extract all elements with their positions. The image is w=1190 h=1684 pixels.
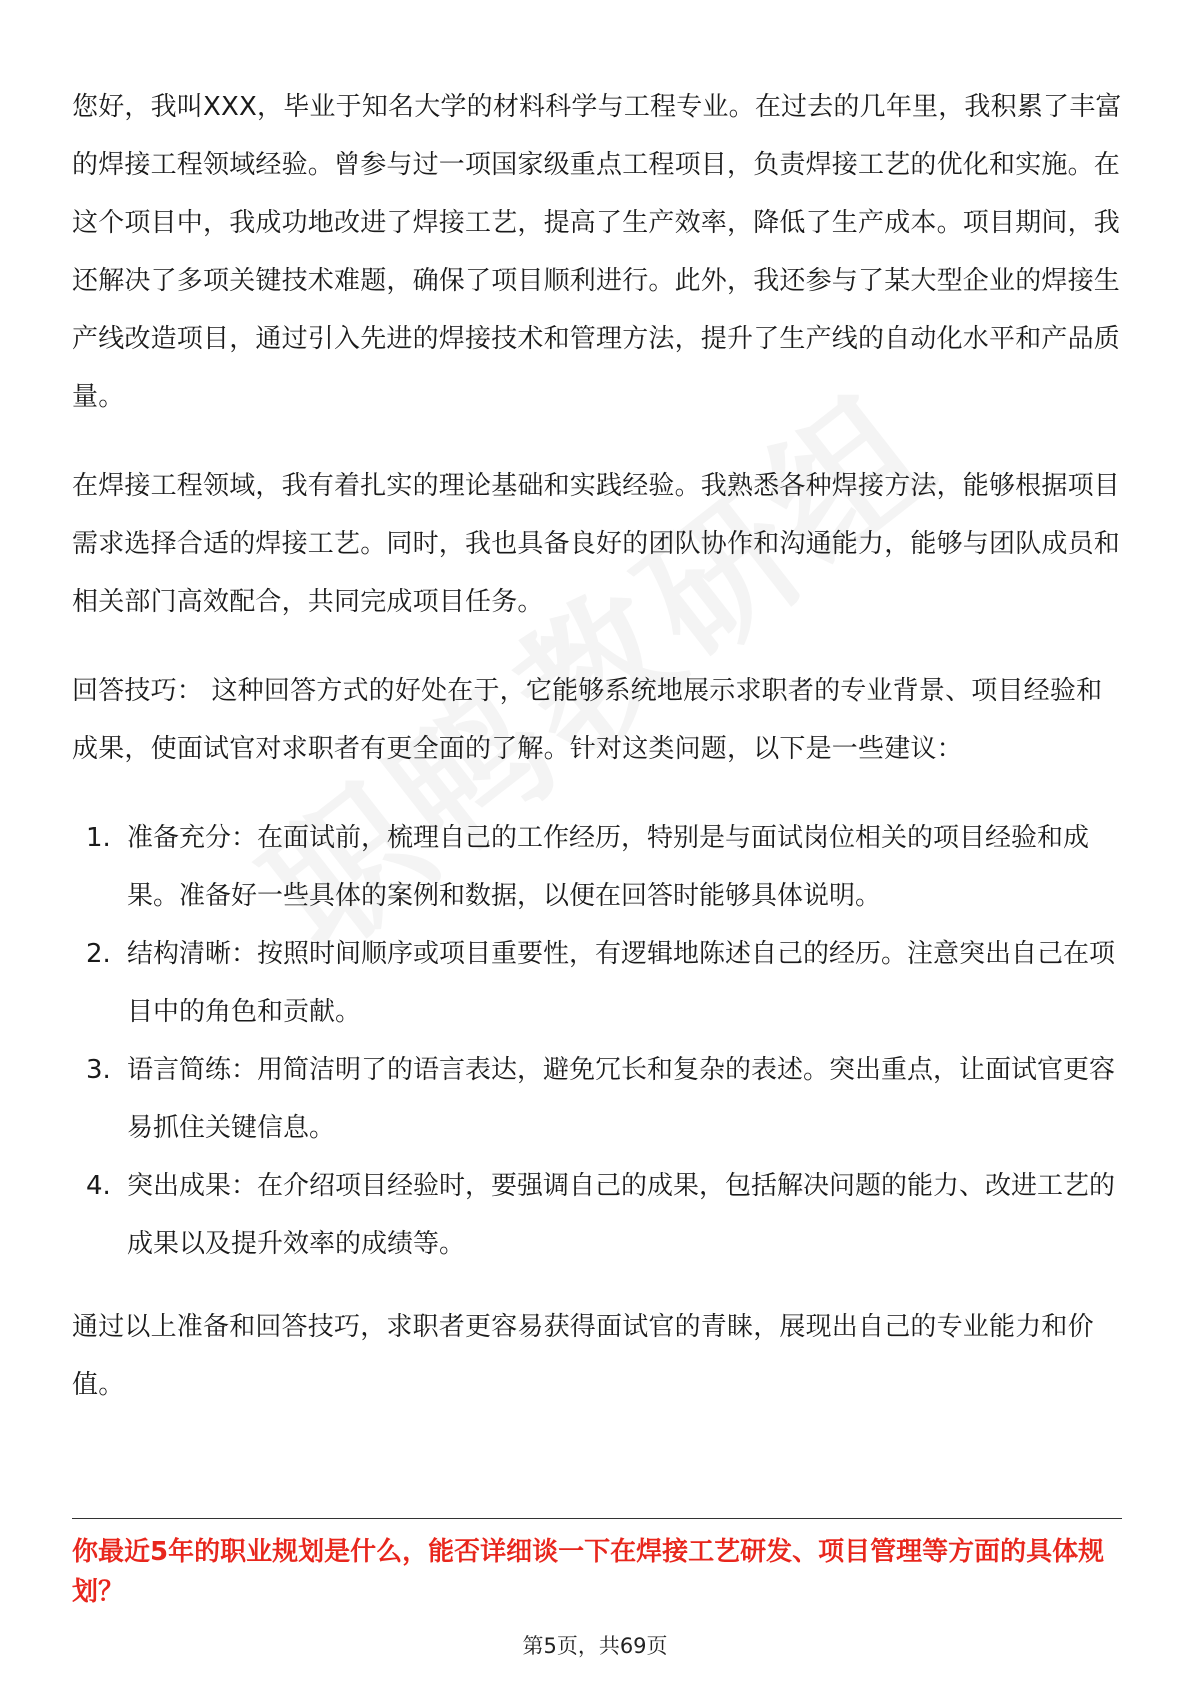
answer-paragraph-1: 您好，我叫XXX，毕业于知名大学的材料科学与工程专业。在过去的几年里，我积累了丰富的焊接工程领域经验。曾参与过一项国家级重点工程项目，负责焊接工艺的优化和实施。在这个项目中，我成功地改进了焊接工艺，提高了生产效率，降低了生产成本。项目期间，我还解决了多项关键技术难题，确保了项目顺利进行。此外，我还参与了某大型企业的焊接生产线改造项目，通过引入先进的焊接技术和管理方法，提升了生产线的自动化水平和产品质量。 [72,92,1122,412]
list-item-text: 结构清晰：按照时间顺序或项目重要性，有逻辑地陈述自己的经历。注意突出自己在项目中的角色和贡献。 [127,939,1116,1027]
list-item-number: 4. [86,1171,111,1201]
list-item [72,1041,1122,1157]
conclusion-paragraph: 通过以上准备和回答技巧，求职者更容易获得面试官的青睐，展现出自己的专业能力和价值。 [72,1312,1094,1400]
next-question-heading: 你最近5年的职业规划是什么，能否详细谈一下在焊接工艺研发、项目管理等方面的具体规划？ [72,1537,1105,1607]
list-item [72,925,1122,1041]
page-number-footer: 第5页，共69页 [522,1634,668,1658]
list-item-text: 突出成果：在介绍项目经验时，要强调自己的成果，包括解决问题的能力、改进工艺的成果以及提升效率的成绩等。 [127,1171,1116,1259]
list-item [72,809,1122,925]
list-item-text: 准备充分：在面试前，梳理自己的工作经历，特别是与面试岗位相关的项目经验和成果。准备好一些具体的案例和数据，以便在回答时能够具体说明。 [127,823,1090,911]
list-item-number: 1. [86,823,111,853]
list-item-number: 3. [86,1055,111,1085]
answer-paragraph-2: 在焊接工程领域，我有着扎实的理论基础和实践经验。我熟悉各种焊接方法，能够根据项目需求选择合适的焊接工艺。同时，我也具备良好的团队协作和沟通能力，能够与团队成员和相关部门高效配合，共同完成项目任务。 [72,471,1121,617]
section-divider [72,1518,1122,1519]
list-item [72,1157,1122,1273]
tips-list [72,809,1122,1273]
main-content [72,78,1122,1445]
list-item-number: 2. [86,939,111,969]
list-item-text: 语言简练：用简洁明了的语言表达，避免冗长和复杂的表述。突出重点，让面试官更容易抓住关键信息。 [127,1055,1116,1143]
tips-intro-paragraph: 回答技巧： 这种回答方式的好处在于，它能够系统地展示求职者的专业背景、项目经验和成果，使面试官对求职者有更全面的了解。针对这类问题，以下是一些建议： [72,676,1103,764]
